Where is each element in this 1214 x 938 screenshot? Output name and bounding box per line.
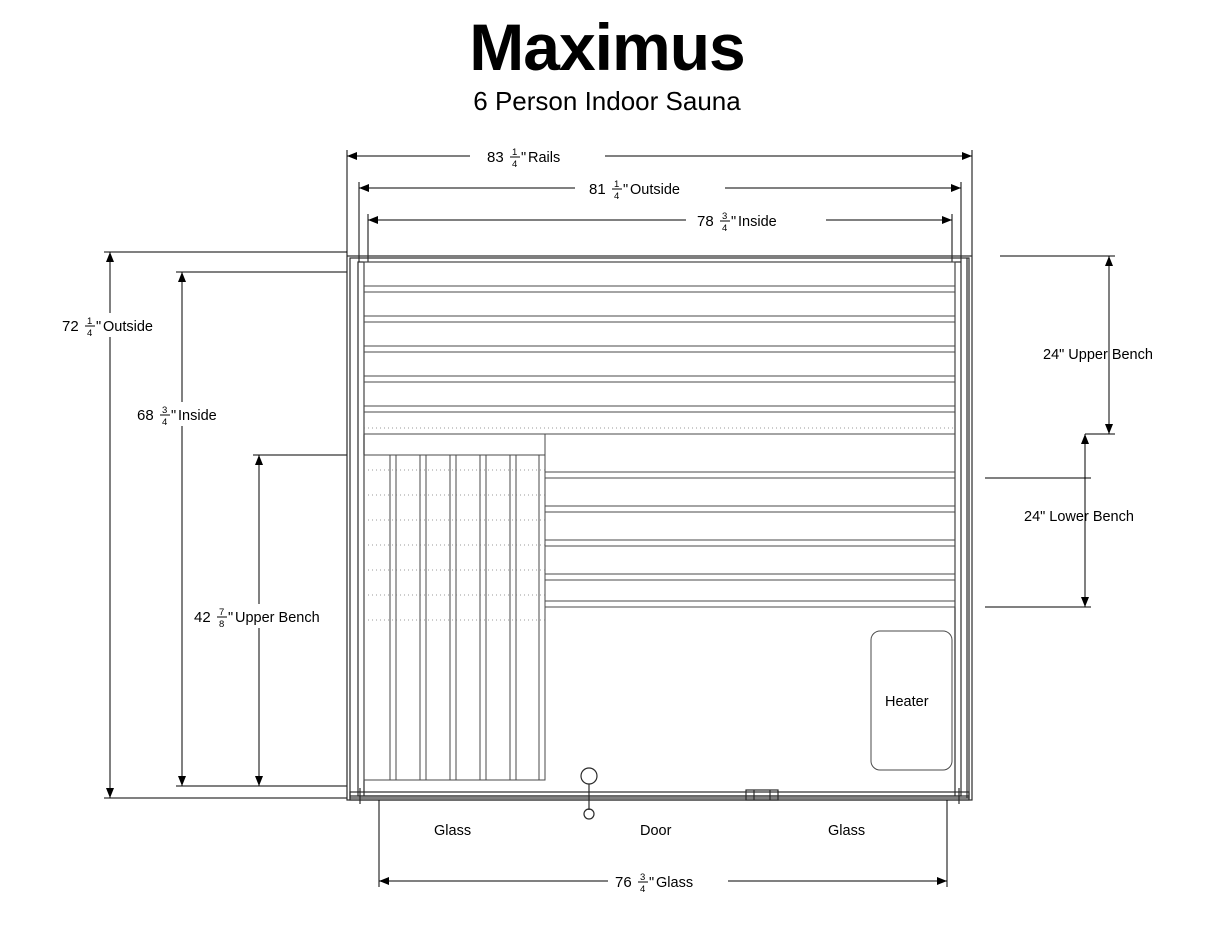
dim-rails-unit: " bbox=[521, 150, 527, 166]
dimension-upper-bench-depth bbox=[190, 455, 347, 786]
glass-left-label: Glass bbox=[434, 823, 472, 839]
dim-inside-width-label: Inside bbox=[738, 214, 777, 230]
dim-outside-width-unit: " bbox=[623, 182, 629, 198]
dim-upper-bench-depth-label: Upper Bench bbox=[235, 610, 320, 626]
dim-lower-bench-width-label: 24" Lower Bench bbox=[1024, 509, 1134, 525]
dimension-inside-width bbox=[368, 208, 952, 262]
dim-upper-bench-width-label: 24" Upper Bench bbox=[1043, 347, 1153, 363]
sauna-enclosure bbox=[347, 256, 972, 800]
dim-outside-width-den: 4 bbox=[614, 191, 620, 202]
dim-inside-depth-unit: " bbox=[171, 408, 177, 424]
dim-rails-den: 4 bbox=[512, 159, 518, 170]
dim-inside-depth-den: 4 bbox=[162, 417, 168, 428]
glass-right-label: Glass bbox=[828, 823, 866, 839]
dim-rails-num: 1 bbox=[512, 147, 518, 158]
dimension-outside-width bbox=[359, 176, 961, 262]
dim-inside-width-num: 3 bbox=[722, 211, 728, 222]
dim-inside-width-unit: " bbox=[731, 214, 737, 230]
dim-inside-width-den: 4 bbox=[722, 223, 728, 234]
bench-support-slats bbox=[364, 455, 545, 780]
dim-glass-width-label: Glass bbox=[656, 875, 694, 891]
dim-outside-depth-num: 1 bbox=[87, 316, 93, 327]
dim-outside-depth-label: Outside bbox=[103, 319, 153, 335]
dim-glass-width-whole: 76 bbox=[615, 874, 632, 891]
dim-rails-label: Rails bbox=[528, 150, 561, 166]
heater-label: Heater bbox=[885, 694, 929, 710]
dim-rails-whole: 83 bbox=[487, 149, 504, 166]
dimension-lower-bench-width bbox=[985, 434, 1134, 607]
dimension-rails bbox=[347, 144, 972, 262]
dim-inside-depth-num: 3 bbox=[162, 405, 168, 416]
dim-outside-width-num: 1 bbox=[614, 179, 620, 190]
dim-inside-depth-label: Inside bbox=[178, 408, 217, 424]
dim-inside-depth-whole: 68 bbox=[137, 407, 154, 424]
dim-outside-depth-unit: " bbox=[96, 319, 102, 335]
door-label: Door bbox=[640, 823, 672, 839]
dim-glass-width-num: 3 bbox=[640, 872, 646, 883]
page-subtitle: 6 Person Indoor Sauna bbox=[473, 86, 741, 116]
dim-inside-width-whole: 78 bbox=[697, 213, 714, 230]
dim-glass-width-den: 4 bbox=[640, 884, 646, 895]
page-title: Maximus bbox=[469, 10, 745, 84]
dim-outside-width-whole: 81 bbox=[589, 181, 606, 198]
dim-outside-depth-den: 4 bbox=[87, 328, 93, 339]
upper-bench-slats bbox=[364, 262, 955, 434]
dim-glass-width-unit: " bbox=[649, 875, 655, 891]
dim-upper-bench-depth-den: 8 bbox=[219, 619, 225, 630]
dimension-outside-depth bbox=[58, 252, 347, 798]
dimension-inside-depth bbox=[133, 272, 347, 786]
glass-door-wall bbox=[350, 768, 969, 839]
dim-outside-width-label: Outside bbox=[630, 182, 680, 198]
dim-upper-bench-depth-num: 7 bbox=[219, 607, 225, 618]
dim-outside-depth-whole: 72 bbox=[62, 318, 79, 335]
dimension-glass-width bbox=[379, 800, 947, 895]
heater bbox=[871, 631, 952, 770]
dimension-upper-bench-width bbox=[1000, 256, 1153, 434]
dim-upper-bench-depth-unit: " bbox=[228, 610, 234, 626]
dim-upper-bench-depth-whole: 42 bbox=[194, 609, 211, 626]
lower-bench-slats bbox=[545, 434, 955, 607]
